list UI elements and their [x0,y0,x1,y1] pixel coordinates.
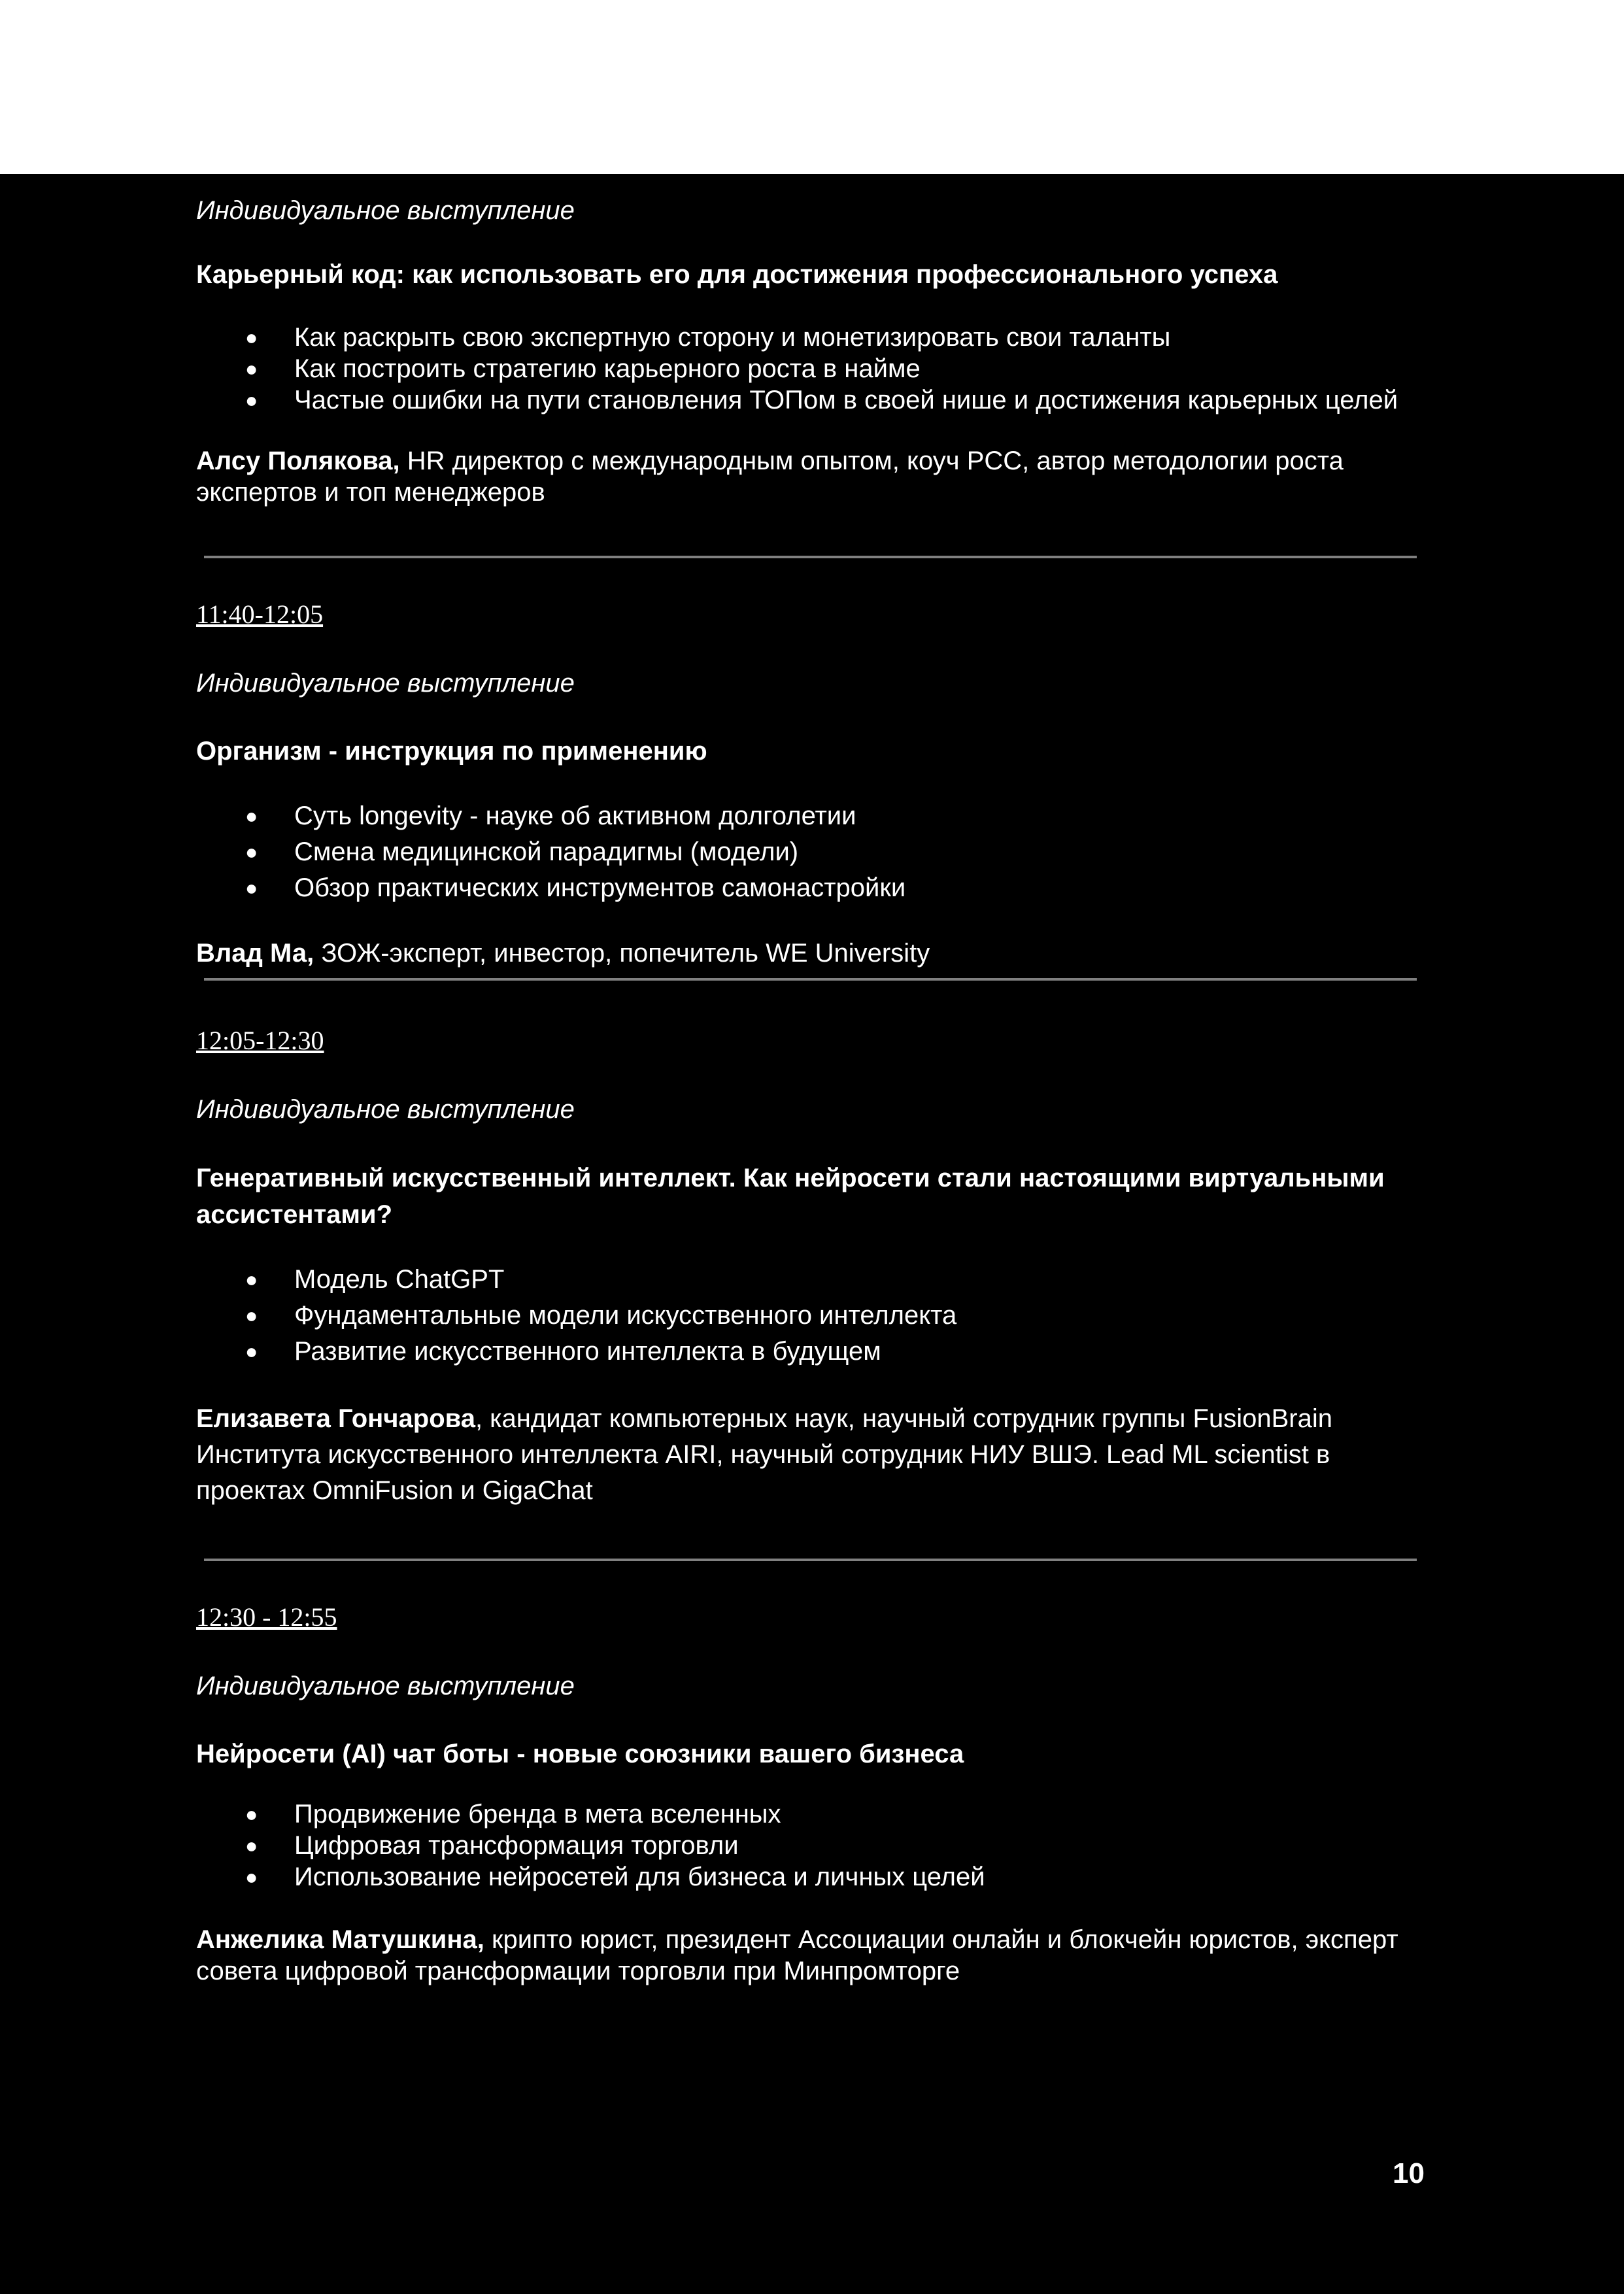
list-item: ● Смена медицинской парадигмы (модели) [196,834,1425,870]
speaker [196,937,1425,969]
session-bullets [196,798,1425,906]
list-item: ● Как построить стратегию карьерного роста в найме [245,354,921,383]
speaker [196,1401,1425,1509]
list-item: ● Как раскрыть свою экспертную сторону и монетизировать свои таланты [245,323,1171,352]
speaker-name: Елизавета Гончарова [196,1404,475,1433]
list-item: ● Суть longevity - науке об активном долголетии [196,798,1425,834]
speaker-name: Алсу Полякова, [196,447,400,475]
speaker-description: ЗОЖ-эксперт, инвестор, попечитель WE University [314,939,930,968]
session-title: Организм - инструкция по применению [196,737,707,766]
session-time: 11:40-12:05 [196,599,324,629]
list-item: ● Модель ChatGPT [196,1262,1425,1298]
session-2 [196,558,1425,969]
session-kind: Индивидуальное выступление [196,1095,575,1124]
bullet-icon: ● [245,326,258,349]
bullet-icon: ● [245,1834,258,1857]
bullet-icon: ● [245,876,258,900]
session-1 [196,174,1425,508]
speaker [196,1924,1425,1987]
speaker-description: HR директор с международным опытом, коуч PCC, автор методологии роста экспертов и топ менеджеров [196,447,1344,507]
session-kind: Индивидуальное выступление [196,1672,575,1700]
speaker-name: Влад Ма, [196,939,314,968]
bullet-icon: ● [245,1268,258,1291]
session-time: 12:05-12:30 [196,1026,324,1055]
agenda-content [196,174,1425,1987]
top-white-band [0,0,1624,174]
bullet-icon: ● [245,804,258,828]
list-item: ● Развитие искусственного интеллекта в будущем [196,1334,1425,1370]
speaker-description: , кандидат компьютерных наук, научный сотрудник группы FusionBrain Института искусственного интеллекта AIRI, научный сотрудник НИУ ВШЭ. Lead ML scientist в проектах OmniFusion и GigaChat [196,1404,1332,1505]
speaker [196,445,1425,508]
session-time: 12:30 - 12:55 [196,1602,337,1632]
bullet-icon: ● [245,1304,258,1327]
bullet-icon: ● [245,1340,258,1363]
session-bullets [196,322,1425,416]
bullet-icon: ● [245,357,258,380]
session-4 [196,1561,1425,1987]
session-bullets [196,1262,1425,1370]
list-item: ● Цифровая трансформация торговли [245,1831,739,1860]
session-title: Генеративный искусственный интеллект. Как нейросети стали настоящими виртуальными ассистентами? [196,1164,1385,1229]
list-item: ● Использование нейросетей для бизнеса и личных целей [245,1863,985,1891]
bullet-icon: ● [245,1865,258,1889]
session-3 [196,981,1425,1509]
session-kind: Индивидуальное выступление [196,669,575,698]
session-bullets [196,1798,1425,1893]
bullet-icon: ● [245,388,258,412]
session-kind: Индивидуальное выступление [196,196,575,225]
list-item: ● Продвижение бренда в мета вселенных [245,1800,781,1829]
bullet-icon: ● [245,840,258,864]
bullet-icon: ● [245,1802,258,1826]
speaker-description: крипто юрист, президент Ассоциации онлайн и блокчейн юристов, эксперт совета цифровой трансформации торговли при Минпромторге [196,1925,1398,1985]
list-item: ● Обзор практических инструментов самонастройки [196,870,1425,906]
list-item: ● Частые ошибки на пути становления ТОПом в своей нише и достижения карьерных целей [245,386,1398,414]
session-title: Нейросети (AI) чат боты - новые союзники вашего бизнеса [196,1740,964,1768]
page-number: 10 [1393,2157,1425,2189]
session-title: Карьерный код: как использовать его для достижения профессионального успеха [196,260,1278,289]
speaker-name: Анжелика Матушкина, [196,1925,484,1954]
list-item: ● Фундаментальные модели искусственного интеллекта [196,1298,1425,1334]
